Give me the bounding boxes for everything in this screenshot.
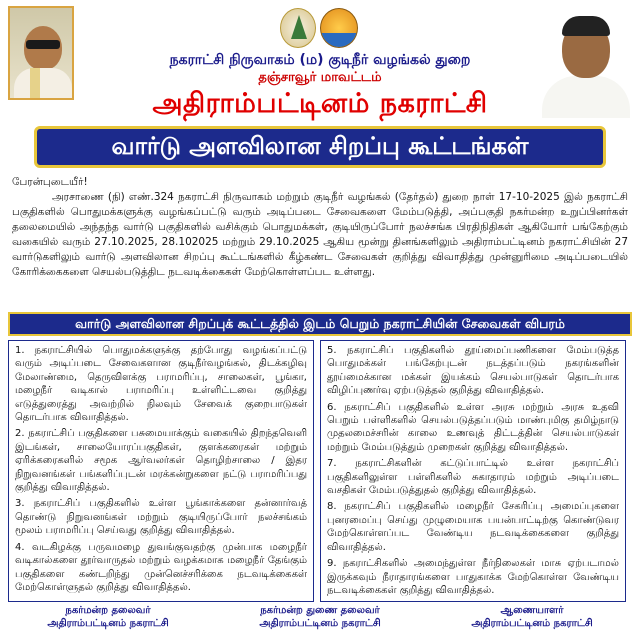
signatory-office: அதிராம்பட்டினம் நகராட்சி [471,618,593,629]
signatory-title: நகர்மன்ற தலைவர் [65,605,151,616]
signatory-title: ஆணையாளர் [500,605,564,616]
services-column-left [8,340,314,602]
signatory-title: நகர்மன்ற துணை தலைவர் [260,605,380,616]
main-banner [34,126,606,168]
services-column-right [320,340,626,602]
services-banner [8,312,632,336]
district-name: தஞ்சாவூர் மாவட்டம் [258,70,382,85]
municipality-logo [320,8,358,48]
signatory-vice-chairman [220,604,420,638]
left-portrait-photo [8,6,74,100]
signatory-commissioner [432,604,632,638]
services-banner-text: வார்டு அளவிலான சிறப்புக் கூட்டத்தில் இடம் பெறும் நகராட்சியின் சேவைகள் விபரம் [75,315,565,331]
greeting: பேரன்புடையீர்! [12,176,88,188]
list-item: 3. நகராட்சிப் பகுதிகளில் உள்ள பூங்காக்களை தன்னார்வத் தொண்டு நிறுவனங்கள் மற்றும் குடியிருப்போர் நலச்சங்கம் மூலம் பராமரிப்பு செய்வது குறித்து விவாதித்தல். [15,498,307,537]
list-item: 7. நகராட்சிகளின் கட்டுப்பாட்டில் உள்ள நகராட்சிப் பகுதிகளிலுள்ள பள்ளிகளில் சுகாதாரம் மற்றும் அடிப்படை வசதிகள் மேம்படுத்துதல் குறித்து விவாதித்தல். [327,458,619,497]
department-name: நகராட்சி நிருவாகம் (ம) குடிநீர் வழங்கல் துறை [169,52,471,68]
list-item: 9. நகராட்சிகளில் அமைந்துள்ள நீர்நிலைகள் மாசு ஏற்படாமல் இருக்கவும் நீராதாரங்களை பாதுகாக்க மேற்கொள்ள வேண்டிய நடவடிக்கைகள் குறித்து விவாதித்தல். [327,558,619,596]
signatory-office: அதிராம்பட்டினம் நகராட்சி [47,618,169,629]
list-item: 5. நகராட்சிப் பகுதிகளில் தூய்மைப்பணிகளை மேம்படுத்த பொதுமக்கள் பங்கேற்புடன் நடத்தப்படும் நகரங்களின் தூய்மைக்கான மக்கள் இயக்கம் செயல்பாடுகள் தொடர்பாக விழிப்புணர்வு ஏற்படுத்தல் குறித்து விவாதித்தல். [327,345,619,397]
tamil-nadu-emblem-logo [280,8,316,48]
signatory-office: அதிராம்பட்டினம் நகராட்சி [259,618,381,629]
intro-paragraph: அரசாணை (நி) எண்.324 நகராட்சி நிருவாகம் மற்றும் குடிநீர் வழங்கல் (தேர்தல்) துறை நாள் 17-10-2025 இல் நகராட்சி பகுதிகளில் பொதுமக்களுக்கு வழங்கப்பட்டு வரும் அடிப்படை சேவைகளை மேம்படுத்தி, அப்பகுதி நகர்மன்ற உறுப்பினர்கள் தலைமையில் அந்தந்த வார்டு பகுதிகளில் வசிக்கும் பொதுமக்கள், குடியிருப்போர் நலச்சங்க பிரதிநிதிகள் ஆகியோர் பங்கேற்கும் வகையில் வரும் 27.10.2025, 28.102025 மற்றும் 29.10.2025 ஆகிய மூன்று தினங்களிலும் அதிராம்பட்டினம் நகராட்சியின் 27 வார்டுகளிலும் வார்டு அளவிலான சிறப்பு கூட்டங்களில் கீழ்கண்ட சேவைகள் குறித்து விவாதித்து முன்னுரிமை அடிப்படையில் கோரிக்கைகளை செயல்படுத்திட நடவடிக்கைகள் மேற்கொள்ளப்பட உள்ளது. [12,191,628,278]
signatories [8,604,632,638]
list-item: 2. நகராட்சிப் பகுதிகளை பசுமையாக்கும் வகையில் திறந்தவெளி இடங்கள், சாலையோரப்பகுதிகள், குளக்கரைகள் மற்றும் ஏரிக்கரைகளில் சமூக ஆர்வலர்கள் தொழிற்சாலை / இதர நிறுவனங்கள் பங்களிப்புடன் மரக்கன்றுகளை நட்டு பராமரிப்பது குறித்து விவாதித்தல். [15,428,307,494]
list-item: 4. வடகிழக்கு பருவமழை துவங்குவதற்கு முன்பாக மழைநீர் வடிகால்களை தூர்வாருதல் மற்றும் வழக்கமாக மழைநீர் தேங்கும் பகுதிகளை கண்டறிந்து முன்னெச்சரிக்கை நடவடிக்கைகள் மேற்கொள்ளுதல் குறித்து விவாதித்தல். [15,541,307,593]
list-item: 8. நகராட்சிப் பகுதிகளில் மழைநீர் சேகரிப்பு அமைப்புகளை புனரமைப்பு செய்து முழுமையாக பயன்பாட்டிற்கு கொண்டுவர மேற்கொள்ளப்பட வேண்டிய நடவடிக்கைகளை குறித்து விவாதித்தல். [327,501,619,553]
list-item: 6. நகராட்சிப் பகுதிகளில் உள்ள அரசு மற்றும் அரசு உதவி பெறும் பள்ளிகளில் செயல்படுத்தப்படும் மாண்புமிகு தமிழ்நாடு முதலமைச்சரின் காலை உணவுத் திட்டத்தின் செயல்பாடுகள் மற்றும் மேம்படுத்தும் முறைகள் குறித்து விவாதித்தல். [327,401,619,453]
list-item: 1. நகராட்சியில் பொதுமக்களுக்கு தற்போது வழங்கப்பட்டு வரும் அடிப்படை சேவைகளான குடிநீர்வழங்கல், திடக்கழிவு மேலாண்மை, தெருவிளக்கு பராமரிப்பு, சாலைகள், பூங்கா, மழைநீர் வடிகால் பராமரிப்பு உள்ளிட்டவை குறித்து எடுத்துரைத்து அவற்றில் நிலவும் சேவைக் குறைபாடுகள் தொடர்பாக விவாதித்தல். [15,345,307,424]
signatory-chairman [8,604,208,638]
banner-text: வார்டு அளவிலான சிறப்பு கூட்டங்கள் [111,131,529,160]
municipality-title: அதிராம்பட்டினம் நகராட்சி [152,88,488,119]
